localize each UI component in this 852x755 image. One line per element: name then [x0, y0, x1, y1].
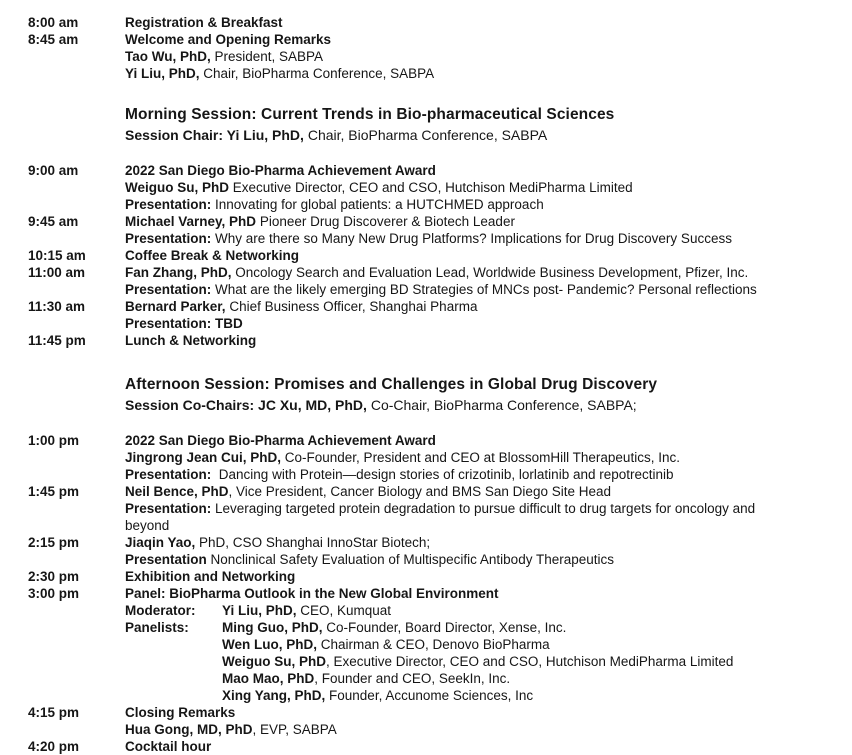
panel-person: [222, 687, 852, 704]
text-segment: Ming Guo, PhD,: [222, 620, 323, 635]
schedule-row: [0, 65, 852, 82]
time-label: 8:45 am: [28, 32, 79, 47]
text-segment: Presentation:: [125, 197, 212, 212]
schedule-row: [0, 230, 852, 247]
schedule-row: [0, 213, 852, 230]
schedule-row: [0, 517, 852, 534]
text-segment: Why are there so Many New Drug Platforms? Implications for Drug Discovery Success: [211, 231, 732, 246]
time-label: 10:15 am: [28, 248, 86, 263]
panel-inner: [125, 687, 852, 704]
row-text: [125, 31, 852, 48]
row-text: [125, 298, 852, 315]
schedule-row: [0, 568, 852, 585]
text-segment: Jingrong Jean Cui, PhD,: [125, 450, 282, 465]
schedule-row: [0, 432, 852, 449]
session-title: Afternoon Session: Promises and Challenges in Global Drug Discovery: [125, 376, 658, 393]
text-segment: Chief Business Officer, Shanghai Pharma: [225, 299, 478, 314]
schedule-row: [0, 449, 852, 466]
row-text: [125, 517, 852, 534]
time-label: 8:00 am: [28, 15, 79, 30]
row-text: [125, 264, 852, 281]
schedule-row: [0, 602, 852, 619]
panel-row-content: [125, 636, 852, 653]
text-segment: Mao Mao, PhD: [222, 671, 315, 686]
text-segment: Yi Liu, PhD,: [222, 603, 297, 618]
panel-person: [222, 636, 852, 653]
schedule-row: [0, 687, 852, 704]
schedule-row: [0, 585, 852, 602]
panel-role-label: Moderator:: [125, 603, 196, 618]
text-segment: Presentation:: [125, 231, 212, 246]
text-segment: Innovating for global patients: a HUTCHMED approach: [211, 197, 544, 212]
row-text: [125, 704, 852, 721]
text-segment: Hua Gong, MD, PhD: [125, 722, 253, 737]
schedule-row: [0, 395, 852, 415]
text-segment: Presentation: [125, 552, 207, 567]
row-text: [125, 179, 852, 196]
text-segment: Xing Yang, PhD,: [222, 688, 326, 703]
text-segment: Co-Founder, Board Director, Xense, Inc.: [322, 620, 567, 635]
text-segment: Founder, Accunome Sciences, Inc: [325, 688, 534, 703]
panel-role-label: Panelists:: [125, 620, 189, 635]
time-label: 4:20 pm: [28, 739, 80, 754]
text-segment: Neil Bence, PhD: [125, 484, 229, 499]
schedule-row: [0, 332, 852, 349]
panel-person: [222, 670, 852, 687]
time-label: 11:45 pm: [28, 333, 86, 348]
schedule-rows: [0, 14, 852, 755]
schedule-row: [0, 374, 852, 395]
text-segment: 2022 San Diego Bio-Pharma Achievement Award: [125, 433, 436, 448]
panel-row-content: [125, 602, 852, 619]
schedule-row: [0, 670, 852, 687]
row-text: [125, 315, 852, 332]
schedule-row: [0, 483, 852, 500]
text-segment: Exhibition and Networking: [125, 569, 296, 584]
text-segment: Presentation:: [125, 282, 212, 297]
time-label: 3:00 pm: [28, 586, 80, 601]
schedule-row: [0, 315, 852, 332]
panel-row-content: [125, 653, 852, 670]
row-text: [125, 738, 852, 755]
text-segment: Pioneer Drug Discoverer & Biotech Leader: [256, 214, 515, 229]
row-text: [125, 196, 852, 213]
time-label: 1:00 pm: [28, 433, 80, 448]
text-segment: Leveraging targeted protein degradation to pursue difficult to drug targets for oncology and: [211, 501, 756, 516]
session-chair: [125, 125, 852, 145]
text-segment: Panel: BioPharma Outlook in the New Global Environment: [125, 586, 499, 601]
text-segment: Welcome and Opening Remarks: [125, 32, 332, 47]
text-segment: beyond: [125, 518, 170, 533]
schedule-row: [0, 551, 852, 568]
row-text: [125, 721, 852, 738]
time-label: 9:00 am: [28, 163, 79, 178]
panel-person: [222, 602, 852, 619]
row-text: [125, 483, 852, 500]
text-segment: Presentation:: [125, 467, 212, 482]
panel-inner: [125, 636, 852, 653]
text-segment: Weiguo Su, PhD: [125, 180, 229, 195]
time-label: 9:45 am: [28, 214, 79, 229]
row-text: [125, 432, 852, 449]
row-text: [125, 568, 852, 585]
text-segment: Chair, BioPharma Conference, SABPA: [199, 66, 435, 81]
schedule-row: [0, 104, 852, 125]
text-segment: , Founder and CEO, SeekIn, Inc.: [314, 671, 511, 686]
panel-row-content: [125, 619, 852, 636]
text-segment: President, SABPA: [210, 49, 324, 64]
text-segment: , Vice President, Cancer Biology and BMS San Diego Site Head: [228, 484, 611, 499]
panel-inner: [125, 619, 852, 636]
time-label: 2:30 pm: [28, 569, 80, 584]
row-text: [125, 449, 852, 466]
schedule-row: [0, 281, 852, 298]
text-segment: Michael Varney, PhD: [125, 214, 257, 229]
schedule-row: [0, 298, 852, 315]
text-segment: Bernard Parker,: [125, 299, 226, 314]
text-segment: Dancing with Protein—design stories of crizotinib, lorlatinib and repotrectinib: [211, 467, 674, 482]
panel-inner: [125, 653, 852, 670]
text-segment: Registration & Breakfast: [125, 15, 283, 30]
schedule-row: [0, 125, 852, 145]
schedule-row: [0, 162, 852, 179]
text-segment: Session Chair: Yi Liu, PhD,: [125, 127, 304, 143]
schedule-row: [0, 179, 852, 196]
panel-person: [222, 653, 852, 670]
text-segment: , EVP, SABPA: [252, 722, 337, 737]
text-segment: 2022 San Diego Bio-Pharma Achievement Award: [125, 163, 436, 178]
text-segment: , Executive Director, CEO and CSO, Hutchison MediPharma Limited: [326, 654, 734, 669]
time-label: 1:45 pm: [28, 484, 80, 499]
row-text: [125, 466, 852, 483]
text-segment: Session Co-Chairs: JC Xu, MD, PhD,: [125, 397, 367, 413]
row-text: [125, 332, 852, 349]
text-segment: Executive Director, CEO and CSO, Hutchison MediPharma Limited: [229, 180, 633, 195]
row-text: [125, 213, 852, 230]
text-segment: Oncology Search and Evaluation Lead, Worldwide Business Development, Pfizer, Inc.: [231, 265, 749, 280]
text-segment: Chair, BioPharma Conference, SABPA: [303, 127, 548, 143]
schedule-row: [0, 264, 852, 281]
text-segment: Presentation: TBD: [125, 316, 243, 331]
schedule-row: [0, 500, 852, 517]
panel-row-content: [125, 687, 852, 704]
schedule-row: [0, 247, 852, 264]
text-segment: Co-Chair, BioPharma Conference, SABPA;: [366, 397, 637, 413]
time-label: 11:30 am: [28, 299, 86, 314]
schedule-row: [0, 721, 852, 738]
time-label: 11:00 am: [28, 265, 86, 280]
schedule-row: [0, 14, 852, 31]
schedule-row: [0, 636, 852, 653]
row-text: [125, 585, 852, 602]
row-text: [125, 14, 852, 31]
schedule-row: [0, 534, 852, 551]
text-segment: Presentation:: [125, 501, 212, 516]
text-segment: Yi Liu, PhD,: [125, 66, 200, 81]
text-segment: CEO, Kumquat: [296, 603, 392, 618]
text-segment: Co-Founder, President and CEO at BlossomHill Therapeutics, Inc.: [281, 450, 680, 465]
section-spacer: [0, 415, 852, 432]
text-segment: Jiaqin Yao,: [125, 535, 196, 550]
section-spacer: [0, 145, 852, 162]
row-text: [125, 534, 852, 551]
row-text: [125, 247, 852, 264]
time-label: 2:15 pm: [28, 535, 80, 550]
text-segment: Nonclinical Safety Evaluation of Multispecific Antibody Therapeutics: [206, 552, 614, 567]
row-text: [125, 230, 852, 247]
text-segment: PhD, CSO Shanghai InnoStar Biotech;: [195, 535, 431, 550]
panel-inner: [125, 602, 852, 619]
text-segment: Wen Luo, PhD,: [222, 637, 317, 652]
text-segment: Tao Wu, PhD,: [125, 49, 211, 64]
row-text: [125, 65, 852, 82]
session-title: Morning Session: Current Trends in Bio-pharmaceutical Sciences: [125, 106, 615, 123]
schedule-row: [0, 738, 852, 755]
row-text: [125, 48, 852, 65]
text-segment: Chairman & CEO, Denovo BioPharma: [317, 637, 550, 652]
time-label: 4:15 pm: [28, 705, 80, 720]
row-text: [125, 551, 852, 568]
text-segment: Coffee Break & Networking: [125, 248, 300, 263]
schedule-row: [0, 466, 852, 483]
schedule-row: [0, 619, 852, 636]
text-segment: Closing Remarks: [125, 705, 236, 720]
text-segment: What are the likely emerging BD Strategies of MNCs post- Pandemic? Personal reflections: [211, 282, 757, 297]
text-segment: Weiguo Su, PhD: [222, 654, 326, 669]
schedule-row: [0, 48, 852, 65]
panel-person: [222, 619, 852, 636]
panel-inner: [125, 670, 852, 687]
row-text: [125, 162, 852, 179]
schedule-row: [0, 196, 852, 213]
schedule-row: [0, 31, 852, 48]
panel-row-content: [125, 670, 852, 687]
row-text: [125, 500, 852, 517]
section-spacer: [0, 349, 852, 374]
schedule-row: [0, 653, 852, 670]
session-chair: [125, 395, 852, 415]
text-segment: Lunch & Networking: [125, 333, 257, 348]
schedule-row: [0, 704, 852, 721]
text-segment: Cocktail hour: [125, 739, 212, 754]
row-text: [125, 281, 852, 298]
text-segment: Fan Zhang, PhD,: [125, 265, 232, 280]
section-spacer: [0, 82, 852, 104]
